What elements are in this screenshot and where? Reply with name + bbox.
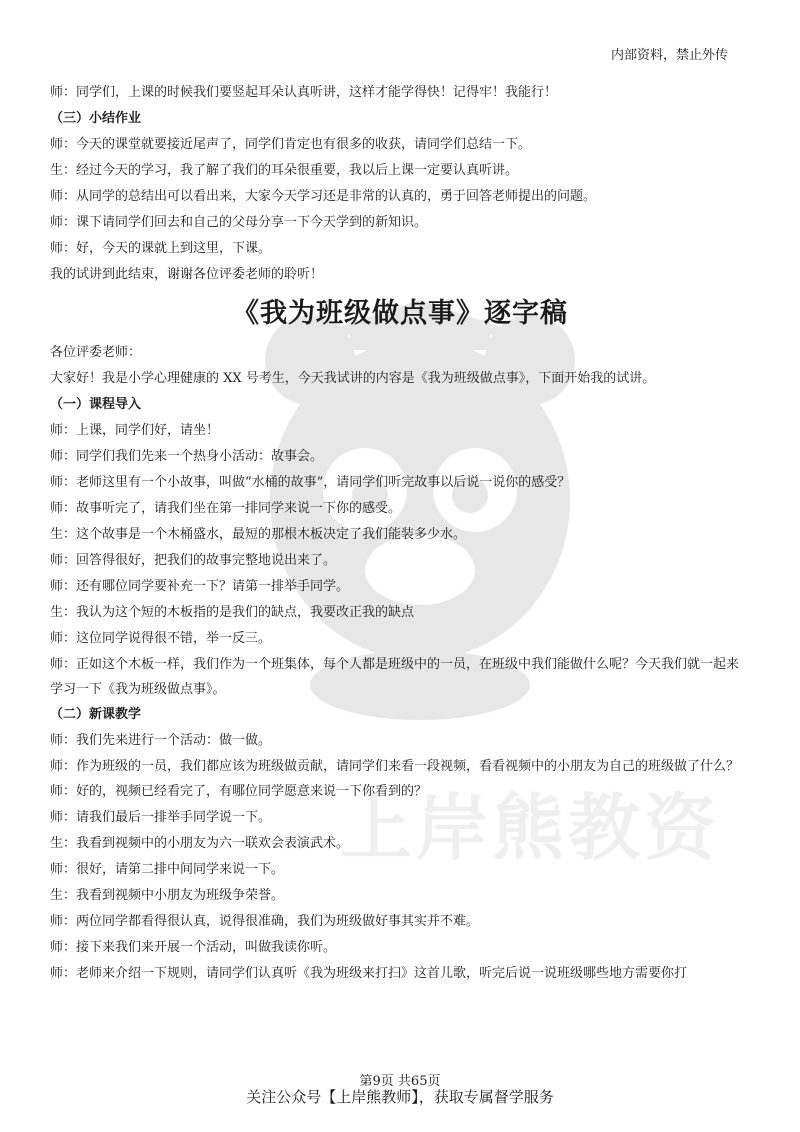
paragraph: 生：我认为这个短的木板指的是我们的缺点，我要改正我的缺点 bbox=[50, 605, 415, 620]
paragraph: 师：同学们，上课的时候我们要竖起耳朵认真听讲，这样才能学得快！记得牢！我能行！ bbox=[50, 85, 558, 100]
paragraph: 师：还有哪位同学要补充一下？请第一排举手同学。 bbox=[50, 579, 350, 594]
paragraph: 师：上课，同学们好，请坐！ bbox=[50, 423, 220, 438]
paragraph: 师：老师来介绍一下规则，请同学们认真听《我为班级来打扫》这首儿歌，听完后说一说班级哪些地方需要你打 bbox=[50, 966, 688, 981]
paragraph: 师：作为班级的一员，我们都应该为班级做贡献，请同学们来看一段视频，看看视频中的小朋友为自己的班级做了什么？ bbox=[50, 759, 740, 774]
page-number: 第9页 共65页 bbox=[359, 1074, 441, 1089]
paragraph: 师：回答得很好，把我们的故事完整地说出来了。 bbox=[50, 553, 337, 568]
section-heading: （一）课程导入 bbox=[50, 397, 142, 412]
paragraph: 师：老师这里有一个小故事，叫做“水桶的故事”，请同学们听完故事以后说一说你的感受？ bbox=[50, 475, 571, 490]
paragraph: 师：好的，视频已经看完了，有哪位同学愿意来说一下你看到的？ bbox=[50, 784, 428, 799]
document-body bbox=[50, 80, 750, 987]
paragraph: 师：同学们我们先来一个热身小活动：故事会。 bbox=[50, 449, 324, 464]
paragraph: 各位评委老师： bbox=[50, 345, 142, 360]
confidential-note: 内部资料，禁止外传 bbox=[610, 48, 728, 63]
paragraph: 师：接下来我们来开展一个活动，叫做我读你听。 bbox=[50, 940, 337, 955]
paragraph: 师：从同学的总结出可以看出来，大家今天学习还是非常的认真的，勇于回答老师提出的问题。 bbox=[50, 189, 597, 204]
paragraph: 师：请我们最后一排举手同学说一下。 bbox=[50, 810, 272, 825]
paragraph: 师：故事听完了，请我们坐在第一排同学来说一下你的感受。 bbox=[50, 501, 402, 516]
paragraph: 师：两位同学都看得很认真，说得很准确，我们为班级做好事其实并不难。 bbox=[50, 914, 480, 929]
footer-promo: 关注公众号【上岸熊教师】，获取专属督学服务 bbox=[246, 1088, 554, 1106]
paragraph: 生：我看到视频中的小朋友为六一联欢会表演武术。 bbox=[50, 836, 350, 851]
paragraph: 师：好，今天的课就上到这里，下课。 bbox=[50, 241, 272, 256]
section-heading: （二）新课教学 bbox=[50, 707, 142, 722]
paragraph: 我的试讲到此结束，谢谢各位评委老师的聆听！ bbox=[50, 267, 324, 282]
watermark-text: 上岸熊教资 bbox=[340, 786, 721, 870]
paragraph: 师：课下请同学们回去和自己的父母分享一下今天学到的新知识。 bbox=[50, 215, 428, 230]
paragraph: 师：我们先来进行一个活动：做一做。 bbox=[50, 733, 272, 748]
section-heading: （三）小结作业 bbox=[50, 111, 142, 126]
paragraph: 生：我看到视频中小朋友为班级争荣誉。 bbox=[50, 888, 285, 903]
paragraph: 大家好！我是小学心理健康的 XX 号考生，今天我试讲的内容是《我为班级做点事》，下面开始我的试讲。 bbox=[50, 371, 656, 386]
paragraph: 师：正如这个木板一样，我们作为一个班集体，每个人都是班级中的一员，在班级中我们能做什么呢？今天我们就一起来学习一下《我为班级做点事》。 bbox=[50, 657, 740, 697]
paragraph: 师：这位同学说得很不错，举一反三。 bbox=[50, 631, 272, 646]
document-title: 《我为班级做点事》逐字稿 bbox=[232, 298, 568, 329]
paragraph: 师：很好，请第二排中间同学来说一下。 bbox=[50, 862, 285, 877]
paragraph: 生：这个故事是一个木桶盛水，最短的那根木板决定了我们能装多少水。 bbox=[50, 527, 467, 542]
paragraph: 师：今天的课堂就要接近尾声了，同学们肯定也有很多的收获，请同学们总结一下。 bbox=[50, 137, 532, 152]
paragraph: 生：经过今天的学习，我了解了我们的耳朵很重要，我以后上课一定要认真听讲。 bbox=[50, 163, 519, 178]
